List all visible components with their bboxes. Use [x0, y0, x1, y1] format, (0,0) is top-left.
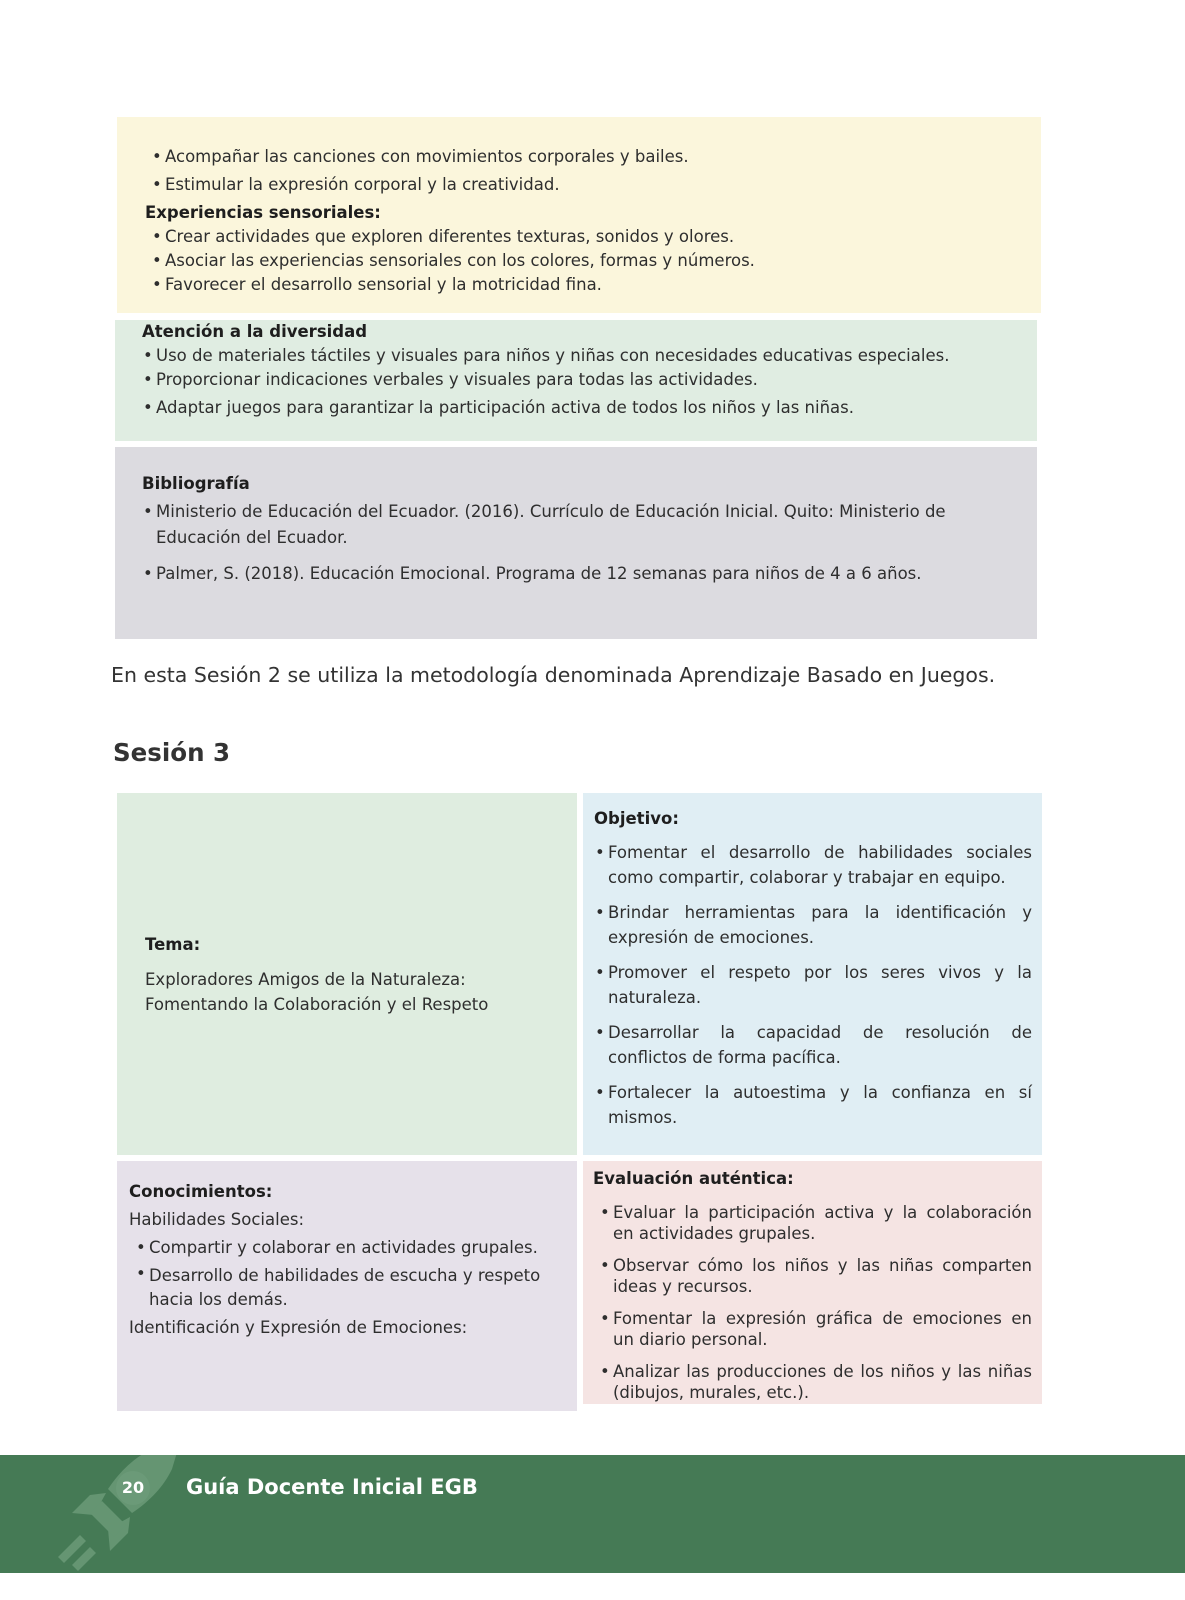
list-item: • Fortalecer la autoestima y la confianza en sí mismos.	[594, 1080, 1032, 1130]
evaluacion-list	[593, 1202, 1032, 1403]
diversity-list	[142, 344, 1007, 420]
conocimientos-cell	[117, 1161, 577, 1411]
tema-cell	[117, 793, 577, 1155]
list-item: • Ministerio de Educación del Ecuador. (2016). Currículo de Educación Inicial. Quito: Ministerio de Educación del Ecuador.	[142, 499, 1007, 551]
section-heading: Sesión 3	[113, 738, 231, 767]
rocket-icon	[50, 1455, 190, 1573]
diversity-box	[115, 320, 1037, 441]
intro-paragraph: En esta Sesión 2 se utiliza la metodología denominada Aprendizaje Basado en Juegos.	[111, 663, 996, 687]
page-footer	[0, 1455, 1185, 1573]
evaluacion-heading: Evaluación auténtica:	[593, 1169, 794, 1188]
sensory-heading: Experiencias sensoriales:	[145, 203, 381, 222]
list-item: • Adaptar juegos para garantizar la participación activa de todos los niños y las niñas.	[142, 396, 1007, 420]
objetivo-heading: Objetivo:	[594, 809, 679, 828]
list-item: • Palmer, S. (2018). Educación Emocional. Programa de 12 semanas para niños de 4 a 6 años.	[142, 561, 1007, 587]
tema-text: Exploradores Amigos de la Naturaleza: Fomentando la Colaboración y el Respeto	[145, 969, 489, 1014]
conocimientos-subheading: Habilidades Sociales:	[129, 1210, 305, 1229]
list-item: • Desarrollar la capacidad de resolución de conflictos de forma pacífica.	[594, 1020, 1032, 1070]
evaluacion-cell	[583, 1161, 1042, 1404]
list-item: • Evaluar la participación activa y la colaboración en actividades grupales.	[599, 1202, 1032, 1244]
list-item: • Fomentar el desarrollo de habilidades sociales como compartir, colaborar y trabajar en equipo.	[594, 840, 1032, 890]
objetivo-list	[594, 840, 1032, 1130]
list-item: • Brindar herramientas para la identificación y expresión de emociones.	[594, 900, 1032, 950]
sensory-list	[145, 225, 1011, 297]
list-item: • Proporcionar indicaciones verbales y visuales para todas las actividades.	[142, 368, 1007, 392]
page-number: 20	[116, 1471, 150, 1505]
list-item: • Favorecer el desarrollo sensorial y la motricidad fina.	[151, 273, 1011, 297]
list-item: • Fomentar la expresión gráfica de emociones en un diario personal.	[599, 1308, 1032, 1350]
bibliography-box	[115, 447, 1037, 639]
conocimientos-heading: Conocimientos:	[129, 1182, 273, 1201]
list-item: • Estimular la expresión corporal y la creatividad.	[151, 171, 1011, 199]
objetivo-cell	[583, 793, 1042, 1155]
list-item: • Promover el respeto por los seres vivos y la naturaleza.	[594, 960, 1032, 1010]
list-item: • Crear actividades que exploren diferentes texturas, sonidos y olores.	[151, 225, 1011, 249]
movement-list	[145, 143, 1011, 199]
list-item: • Observar cómo los niños y las niñas comparten ideas y recursos.	[599, 1255, 1032, 1297]
list-item: • Analizar las producciones de los niños y las niñas (dibujos, murales, etc.).	[599, 1361, 1032, 1403]
diversity-heading: Atención a la diversidad	[142, 322, 368, 341]
list-item: • Compartir y colaborar en actividades grupales.	[135, 1234, 567, 1262]
conocimientos-subheading: Identificación y Expresión de Emociones:	[129, 1318, 468, 1337]
list-item: • Acompañar las canciones con movimientos corporales y bailes.	[151, 143, 1011, 171]
continuation-box	[117, 117, 1041, 313]
list-item: • Desarrollo de habilidades de escucha y respeto hacia los demás.	[135, 1262, 567, 1314]
list-item: • Asociar las experiencias sensoriales con los colores, formas y números.	[151, 249, 1011, 273]
bibliography-list	[142, 499, 1007, 587]
conocimientos-list	[129, 1234, 567, 1314]
tema-heading: Tema:	[145, 934, 201, 954]
footer-title: Guía Docente Inicial EGB	[186, 1475, 478, 1499]
bibliography-heading: Bibliografía	[142, 474, 250, 493]
list-item: • Uso de materiales táctiles y visuales para niños y niñas con necesidades educativas especiales.	[142, 344, 1007, 368]
